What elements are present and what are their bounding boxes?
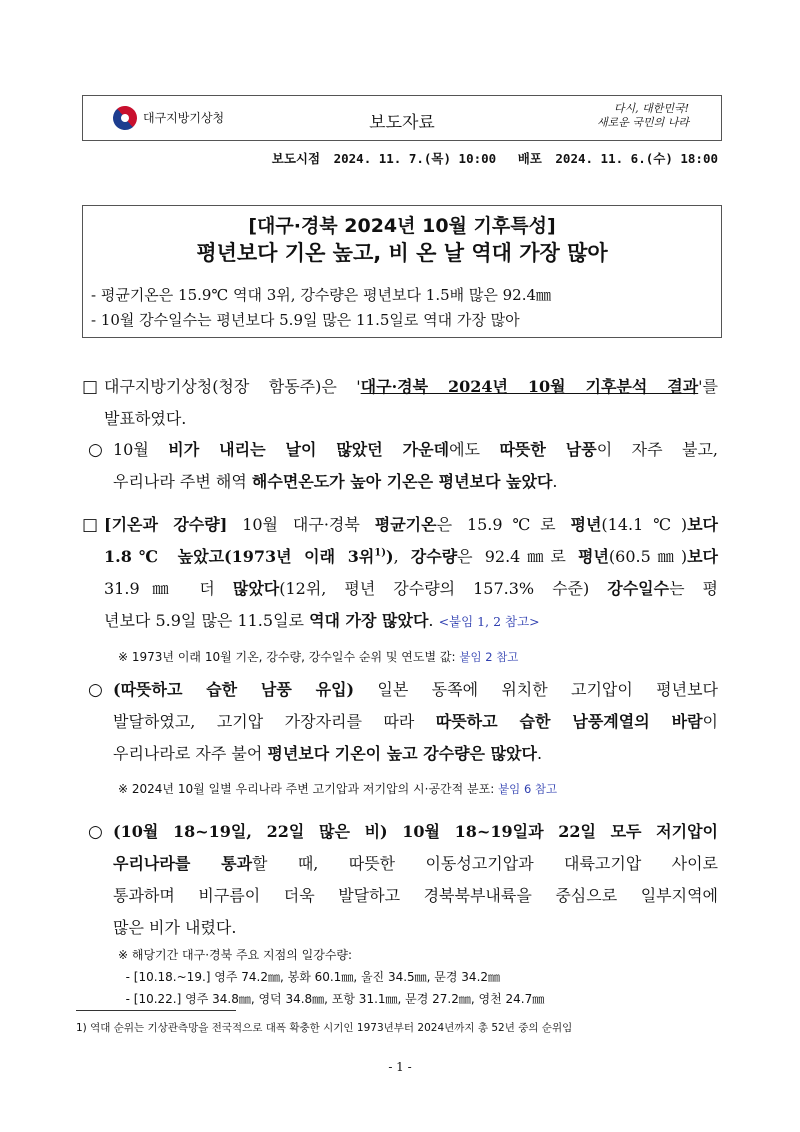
text-line xyxy=(104,371,718,403)
summary-bullet: - 평균기온은 15.9℃ 역대 3위, 강수량은 평년보다 1.5배 많은 92.4㎜ xyxy=(91,286,552,304)
text-line xyxy=(118,988,544,1010)
text-run: ※ 해당기간 대구·경북 주요 지점의 일강수량: xyxy=(118,948,353,962)
overview-paragraph xyxy=(113,434,718,498)
text-run: 우리나라 주변 해역 xyxy=(113,472,252,491)
text-run: 강수량 xyxy=(410,547,458,566)
summary-bullet: - 10월 강수일수는 평년보다 5.9일 많은 11.5일로 역대 가장 많아 xyxy=(91,311,520,329)
text-line xyxy=(118,780,557,797)
south-wind-paragraph xyxy=(113,674,718,770)
document-type-title: 보도자료 xyxy=(369,113,435,133)
text-run: ※ 1973년 이래 10월 기온, 강수량, 강수일수 순위 및 연도별 값: xyxy=(118,650,460,664)
distribute-value: 2024. 11. 6.(수) 18:00 xyxy=(555,151,718,166)
text-run: 이 xyxy=(702,712,718,731)
distribute-label: 배포 xyxy=(517,151,542,166)
circle-bullet-icon: ○ xyxy=(88,680,103,700)
text-line xyxy=(113,912,718,944)
text-run: , xyxy=(393,547,411,566)
text-run: 따뜻하고 습한 남풍계열의 바람 xyxy=(435,712,703,731)
text-run: 할 때, 따뜻한 이동성고기압과 대륙고기압 사이로 xyxy=(252,854,718,873)
text-line xyxy=(113,816,718,848)
square-bullet-icon: □ xyxy=(82,515,99,535)
text-run: 년보다 5.9일 많은 11.5일로 xyxy=(104,611,310,630)
attachment-reference-link[interactable]: 붙임 2 참고 xyxy=(459,650,519,664)
text-run: 강수일수 xyxy=(607,579,670,598)
summary-box xyxy=(82,205,722,338)
text-run: 대구지방기상청(청장 함동주)은 ' xyxy=(104,377,361,396)
text-run: (14.1℃) xyxy=(601,515,688,534)
text-run: 발달하였고, 고기압 가장자리를 따라 xyxy=(113,712,436,731)
summary-title: [대구·경북 2024년 10월 기후특성] xyxy=(248,215,556,237)
text-run: 발표하였다. xyxy=(104,409,187,428)
text-run: 평년보다 기온이 높고 강수량은 많았다 xyxy=(267,744,537,763)
circle-bullet-icon: ○ xyxy=(88,440,103,460)
text-run: 많았다 xyxy=(232,579,280,598)
text-run: 대구·경북 2024년 10월 기후분석 결과 xyxy=(360,377,699,396)
text-run: 에도 xyxy=(449,440,500,459)
text-run: 10월 xyxy=(113,440,169,459)
text-run: 1.8℃ 높았고(1973년 이래 3위 xyxy=(104,547,375,566)
text-run: 우리나라를 통과 xyxy=(113,854,253,873)
footnote: 1) 역대 순위는 기상관측망을 전국적으로 대폭 확충한 시기인 1973년부터 2024년까지 총 52년 중의 순위임 xyxy=(76,1022,573,1034)
text-run: 평년 xyxy=(570,515,602,534)
text-run: [기온과 강수량] xyxy=(104,515,228,534)
heavy-rain-paragraph xyxy=(113,816,718,944)
footnote-marker: 1) xyxy=(374,547,386,559)
rainfall-note xyxy=(118,944,544,1010)
text-line xyxy=(104,605,718,637)
text-run: 이 자주 불고, xyxy=(596,440,719,459)
text-run: 보다 xyxy=(687,515,719,534)
agency-name: 대구지방기상청 xyxy=(143,111,225,125)
text-run: (12위, 평년 강수량의 157.3% 수준) xyxy=(279,579,608,598)
release-value: 2024. 11. 7.(목) 10:00 xyxy=(333,151,497,166)
text-run: 평년 xyxy=(577,547,609,566)
text-run: 역대 가장 많았다 xyxy=(309,611,429,630)
text-run: 는 평 xyxy=(669,579,718,598)
slogan-logo xyxy=(597,102,689,130)
text-line xyxy=(113,434,718,466)
summary-headline: 평년보다 기온 높고, 비 온 날 역대 가장 많아 xyxy=(196,241,608,265)
text-line xyxy=(104,509,718,541)
text-run: 따뜻한 남풍 xyxy=(499,440,597,459)
text-run: 은 15.9℃로 xyxy=(436,515,571,534)
text-line xyxy=(113,674,718,706)
slogan-line-2: 새로운 국민의 나라 xyxy=(596,116,689,129)
document-header xyxy=(82,95,722,141)
text-run: - [10.22.] 영주 34.8㎜, 영덕 34.8㎜, 포항 31.1㎜, 문경 27.2㎜, 영천 24.7㎜ xyxy=(118,992,545,1006)
text-run: . xyxy=(536,744,543,763)
slogan-line-1: 다시, 대한민국! xyxy=(613,102,689,115)
text-run: 31.9㎜ 더 xyxy=(104,579,233,598)
release-dateline xyxy=(266,149,718,167)
text-line xyxy=(113,706,718,738)
text-run: (따뜻하고 습한 남풍 유입) xyxy=(113,680,355,699)
intro-paragraph xyxy=(104,371,718,435)
text-run: . xyxy=(428,611,439,630)
text-run: 우리나라로 자주 불어 xyxy=(113,744,268,763)
text-run: 은 92.4㎜로 xyxy=(457,547,578,566)
text-run: 비가 내리는 날이 많았던 가운데 xyxy=(168,440,450,459)
text-run: - [10.18.~19.] 영주 74.2㎜, 봉화 60.1㎜, 울진 34.5㎜, 문경 34.2㎜ xyxy=(118,970,501,984)
text-line xyxy=(118,966,544,988)
text-run: 10월 대구·경북 xyxy=(227,515,375,534)
text-run: (10월 18~19일, 22일 많은 비) 10월 18~19일과 22일 모두 저기압이 xyxy=(113,822,718,841)
text-line xyxy=(118,648,518,665)
release-label: 보도시점 xyxy=(271,151,321,166)
text-line xyxy=(113,466,718,498)
text-run: 평균기온 xyxy=(374,515,437,534)
circle-bullet-icon: ○ xyxy=(88,822,103,842)
footnote-divider xyxy=(76,1010,236,1011)
text-line xyxy=(113,738,718,770)
text-run: 통과하며 비구름이 더욱 발달하고 경북북부내륙을 중심으로 일부지역에 xyxy=(113,886,718,905)
text-run: (60.5㎜) xyxy=(608,547,688,566)
text-run: 보다 xyxy=(687,547,718,566)
text-line xyxy=(104,403,718,435)
reference-note xyxy=(118,648,518,665)
text-line xyxy=(113,848,718,880)
text-run: ) xyxy=(386,547,394,566)
square-bullet-icon: □ xyxy=(82,377,99,397)
text-run: 많은 비가 내렸다. xyxy=(113,918,237,937)
attachment-reference-link[interactable]: <붙임 1, 2 참고> xyxy=(438,614,540,629)
text-run: 해수면온도가 높아 기온은 평년보다 높았다 xyxy=(251,472,553,491)
page-number: - 1 - xyxy=(388,1060,412,1074)
text-run: . xyxy=(552,472,558,491)
text-run: ※ 2024년 10월 일별 우리나라 주변 고기압과 저기압의 시·공간적 분포: xyxy=(118,782,499,796)
text-line xyxy=(104,541,718,573)
temperature-precipitation-paragraph xyxy=(104,509,718,637)
text-run: 일본 동쪽에 위치한 고기압이 평년보다 xyxy=(354,680,718,699)
reference-note xyxy=(118,780,557,797)
attachment-reference-link[interactable]: 붙임 6 참고 xyxy=(498,782,558,796)
text-run: '를 xyxy=(698,377,719,396)
text-line xyxy=(113,880,718,912)
text-line xyxy=(118,944,544,966)
text-line xyxy=(104,573,718,605)
